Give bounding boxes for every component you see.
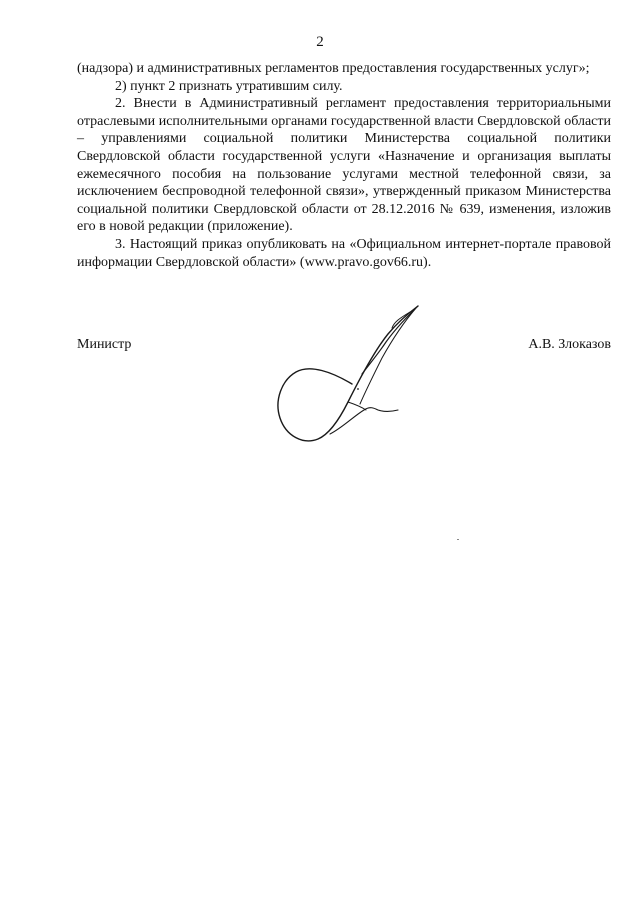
paragraph-item-2-subpoint: 2) пункт 2 признать утратившим силу. (115, 78, 343, 94)
paragraph-item-3: 3. Настоящий приказ опубликовать на «Официальном интернет-портале правовой информации Свердловской области» (www.pravo.gov66.ru). (77, 236, 611, 270)
document-body (77, 60, 611, 271)
scan-speck (457, 539, 459, 540)
signer-name: А.В. Злоказов (528, 337, 611, 352)
signer-title: Министр (77, 337, 132, 352)
page-number: 2 (316, 34, 324, 50)
paragraph-continuation: (надзора) и административных регламентов предоставления государственных услуг»; (77, 61, 590, 76)
handwritten-signature (270, 300, 420, 450)
paragraph-item-2: 2. Внести в Административный регламент предоставления территориальными отраслевыми исполнительными органами государственной власти Свердловской области – управлениями социальной политики Министерства социальной политики Свердловской области государственной услуги «Назначение и организация выплаты ежемесячного пособия на пользование услугами местной телефонной связи, за исключением беспроводной телефонной связи», утвержденный приказом Министерства социальной политики Свердловской области от 28.12.2016 № 639, изменения, изложив его в новой редакции (приложение). (77, 96, 611, 235)
